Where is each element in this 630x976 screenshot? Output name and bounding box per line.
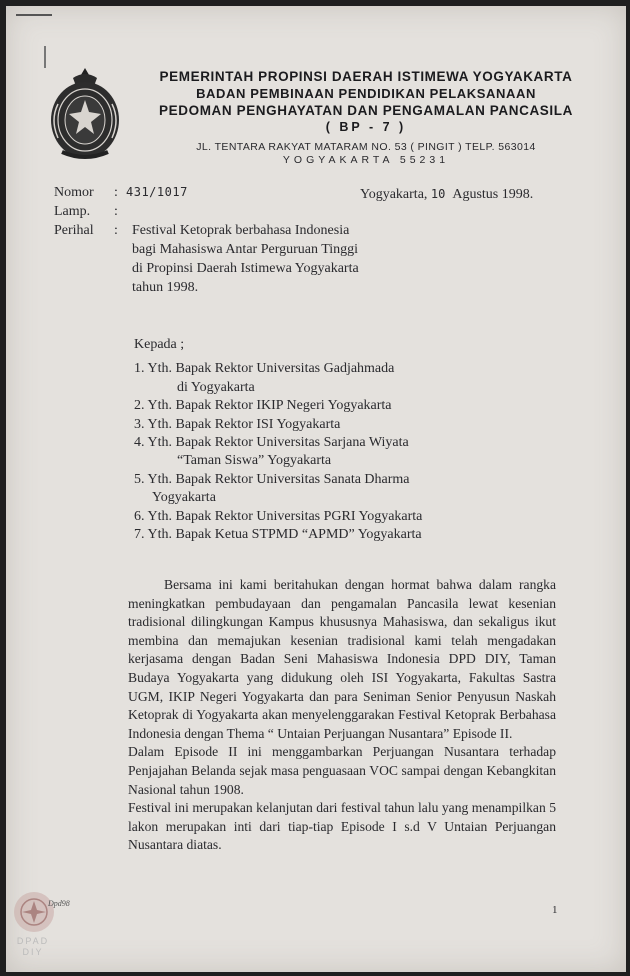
perihal-text bbox=[132, 221, 452, 297]
letterhead-line-4: ( BP - 7 ) bbox=[325, 120, 407, 134]
letterhead bbox=[126, 68, 606, 167]
recipient-item: 1. Yth. Bapak Rektor Universitas Gadjahmada bbox=[134, 361, 395, 377]
letterhead-address: JL. TENTARA RAKYAT MATARAM NO. 53 ( PINGIT ) TELP. 563014 bbox=[196, 141, 536, 153]
letterhead-line-1: PEMERINTAH PROPINSI DAERAH ISTIMEWA YOGYAKARTA bbox=[159, 69, 573, 84]
recipient-item: 7. Yth. Bapak Ketua STPMD “APMD” Yogyakarta bbox=[134, 527, 422, 543]
letter-body bbox=[128, 576, 556, 855]
recipient-item: 5. Yth. Bapak Rektor Universitas Sanata Dharma bbox=[134, 471, 410, 487]
colon: : bbox=[114, 204, 118, 219]
watermark bbox=[14, 936, 52, 958]
date-month-year: Agustus 1998. bbox=[452, 187, 534, 202]
recipient-item: 2. Yth. Bapak Rektor IKIP Negeri Yogyakarta bbox=[134, 398, 392, 414]
body-paragraph-2: Dalam Episode II ini menggambarkan Perjuangan Nusantara terhadap Penjajahan Belanda sejak masa penguasaan VOC sampai dengan Kebangkitan Nasional tahun 1908. bbox=[128, 744, 556, 797]
perihal-line: Festival Ketoprak berbahasa Indonesia bbox=[132, 223, 350, 238]
recipient-item: “Taman Siswa” Yogyakarta bbox=[177, 453, 332, 469]
colon: : bbox=[114, 223, 118, 238]
date-place: Yogyakarta, bbox=[360, 187, 428, 202]
perihal-label: Perihal bbox=[54, 223, 94, 238]
watermark-line: DIY bbox=[22, 947, 44, 957]
body-paragraph-1: Bersama ini kami beritahukan dengan hormat bahwa dalam rangka meningkatkan pembudayaan dan pengamalan Pancasila lewat kesenian tradisional dilingkungan Kampus khususnya Mahasiswa, dan sekaligus ikut membina dan memajukan kesenian tradisional kami telah mengadakan kerjasama dengan Badan Seni Mahasiswa Indonesia DPD DIY, Taman Budaya Yogyakarta yang didukung oleh ISI Yogyakarta, Fakultas Sastra UGM, IKIP Negeri Yogyakarta dan para Seniman Senior Penyusun Naskah Ketoprak di Yogyakarta akan menyelenggarakan Festival Ketoprak Berbahasa Indonesia dengan Thema “ Untaian Perjuangan Nusantara” Episode II. bbox=[128, 577, 556, 741]
recipient-item: di Yogyakarta bbox=[177, 379, 255, 395]
page-number: 1 bbox=[552, 904, 558, 916]
watermark-line: DPAD bbox=[16, 936, 50, 946]
corner-mark bbox=[16, 14, 52, 16]
nomor-value: 431/1017 bbox=[126, 185, 188, 199]
letter-page bbox=[6, 6, 626, 972]
archive-stamp-logo bbox=[12, 890, 56, 934]
perihal-line: tahun 1998. bbox=[132, 280, 199, 295]
perihal-line: di Propinsi Daerah Istimewa Yogyakarta bbox=[132, 261, 359, 276]
letterhead-line-3: PEDOMAN PENGHAYATAN DAN PENGAMALAN PANCASILA bbox=[159, 103, 573, 118]
letter-date bbox=[360, 187, 533, 203]
body-paragraph-3: Festival ini merupakan kelanjutan dari festival tahun lalu yang menampilkan 5 lakon merupakan inti dari tiap-tiap Episode I s.d V Untaian Perjuangan Nusantara diatas. bbox=[128, 800, 556, 853]
recipient-item: Yogyakarta bbox=[152, 490, 216, 506]
lamp-label: Lamp. bbox=[54, 204, 91, 219]
colon: : bbox=[114, 185, 118, 200]
letterhead-line-2: BADAN PEMBINAAN PENDIDIKAN PELAKSANAAN bbox=[196, 86, 536, 101]
letterhead-city: YOGYAKARTA 55231 bbox=[282, 154, 450, 166]
perihal-line: bagi Mahasiswa Antar Perguruan Tinggi bbox=[132, 242, 359, 257]
recipient-item: 6. Yth. Bapak Rektor Universitas PGRI Yogyakarta bbox=[134, 508, 423, 524]
recipient-item: 3. Yth. Bapak Rektor ISI Yogyakarta bbox=[134, 416, 341, 432]
stamp-tag: Dpd98 bbox=[48, 899, 70, 908]
recipient-item: 4. Yth. Bapak Rektor Universitas Sarjana Wiyata bbox=[134, 435, 409, 451]
recipients-list bbox=[134, 336, 422, 544]
nomor-label: Nomor bbox=[54, 185, 94, 200]
kepada-title: Kepada ; bbox=[134, 337, 185, 352]
diy-crest-logo bbox=[46, 64, 124, 164]
date-day: 10 bbox=[430, 187, 446, 201]
